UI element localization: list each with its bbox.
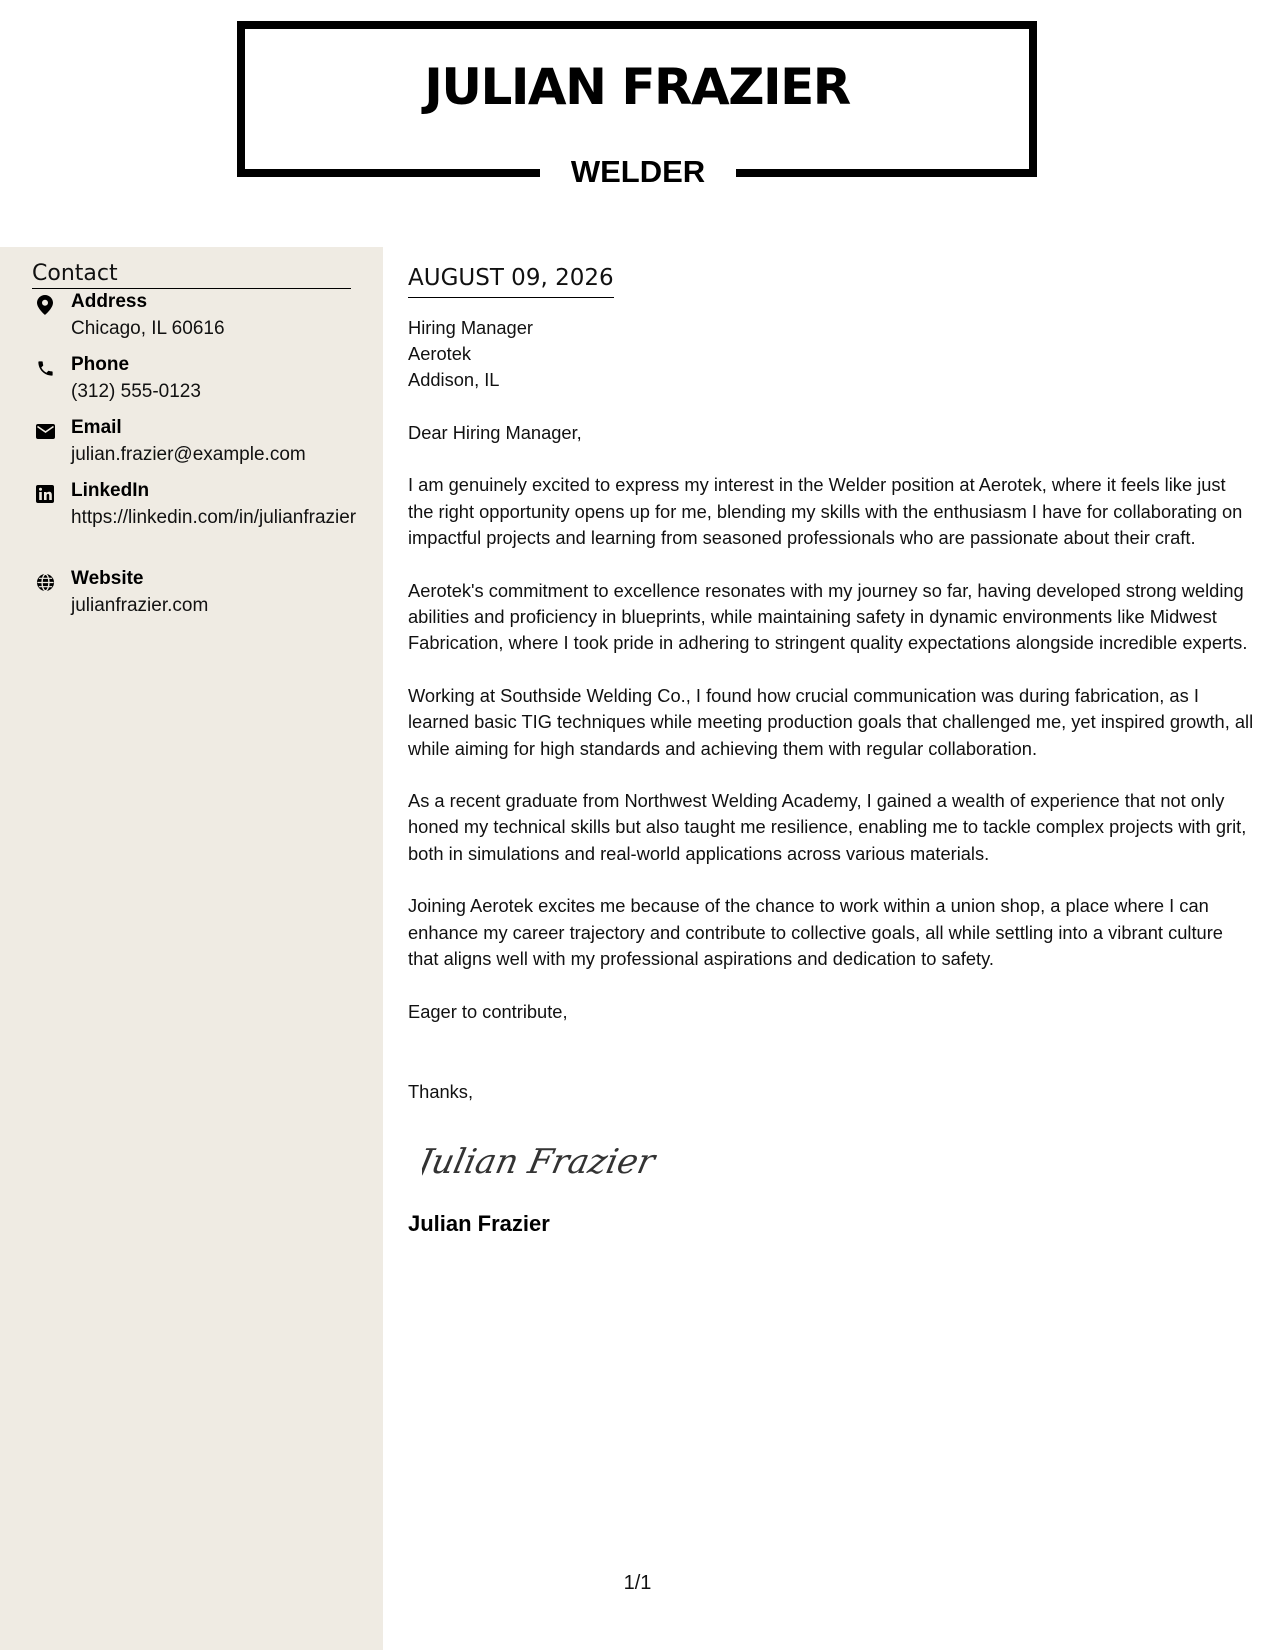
linkedin-icon <box>32 481 58 507</box>
salutation: Dear Hiring Manager, <box>408 422 582 443</box>
website-label: Website <box>71 568 144 589</box>
body-paragraph-5: Joining Aerotek excites me because of the chance to work within a union shop, a place where I can enhance my career trajectory and contribute to collective goals, all while settling into a vibrant culture that aligns well with my professional aspirations and dedication to safety. <box>408 895 1223 970</box>
globe-icon <box>32 569 58 595</box>
recipient-location: Addison, IL <box>408 369 500 390</box>
phone-icon <box>32 355 58 381</box>
recipient-block <box>408 315 1254 393</box>
handwritten-signature <box>422 1127 682 1197</box>
body-paragraph-4: As a recent graduate from Northwest Welding Academy, I gained a wealth of experience that not only honed my technical skills but also taught me resilience, enabling me to tackle complex projects with grit, both in simulations and real-world applications across various materials. <box>408 790 1247 864</box>
linkedin-label: LinkedIn <box>71 480 150 501</box>
address-value: Chicago, IL 60616 <box>71 318 225 339</box>
contact-sidebar <box>0 247 383 1650</box>
recipient-company: Aerotek <box>408 343 472 364</box>
page-number: 1/1 <box>623 1572 652 1594</box>
job-title: WELDER <box>570 154 706 189</box>
closing-line: Eager to contribute, <box>408 1000 568 1022</box>
applicant-name: JULIAN FRAZIER <box>424 58 850 116</box>
thanks-line: Thanks, <box>408 1080 474 1102</box>
signed-name: Julian Frazier <box>408 1210 550 1236</box>
body-paragraph-1: I am genuinely excited to express my interest in the Welder position at Aerotek, where it feels like just the right opportunity opens up for me, blending my skills with the enthusiasm I have for collaborating on impactful projects and learning from seasoned professionals who are passionate about their craft. <box>408 474 1243 549</box>
envelope-icon <box>32 418 58 444</box>
website-value[interactable]: julianfrazier.com <box>71 595 209 616</box>
email-label: Email <box>71 417 122 438</box>
role-container <box>540 150 736 200</box>
phone-label: Phone <box>71 354 130 375</box>
letter-date: AUGUST 09, 2026 <box>408 263 614 298</box>
email-value: julian.frazier@example.com <box>71 444 306 465</box>
letter-body <box>408 263 1254 1237</box>
phone-value: (312) 555-0123 <box>71 381 201 402</box>
map-pin-icon <box>32 292 58 318</box>
recipient-title: Hiring Manager <box>408 317 533 338</box>
contact-heading: Contact <box>32 261 351 289</box>
body-paragraph-3: Working at Southside Welding Co., I found how crucial communication was during fabrication, as I learned basic TIG techniques while meeting production goals that challenged me, yet inspired growth, all while aiming for high standards and achieving them with regular collaboration. <box>408 684 1254 759</box>
signature-text: Julian Frazier <box>422 1142 659 1183</box>
linkedin-value[interactable]: https://linkedin.com/in/julianfrazier <box>71 507 357 528</box>
address-label: Address <box>71 291 148 312</box>
body-paragraph-2: Aerotek's commitment to excellence resonates with my journey so far, having developed strong welding abilities and proficiency in blueprints, while maintaining safety in dynamic environments like Midwest Fabrication, where I took pride in adhering to stringent quality expectations alongside incredible experts. <box>408 579 1248 654</box>
